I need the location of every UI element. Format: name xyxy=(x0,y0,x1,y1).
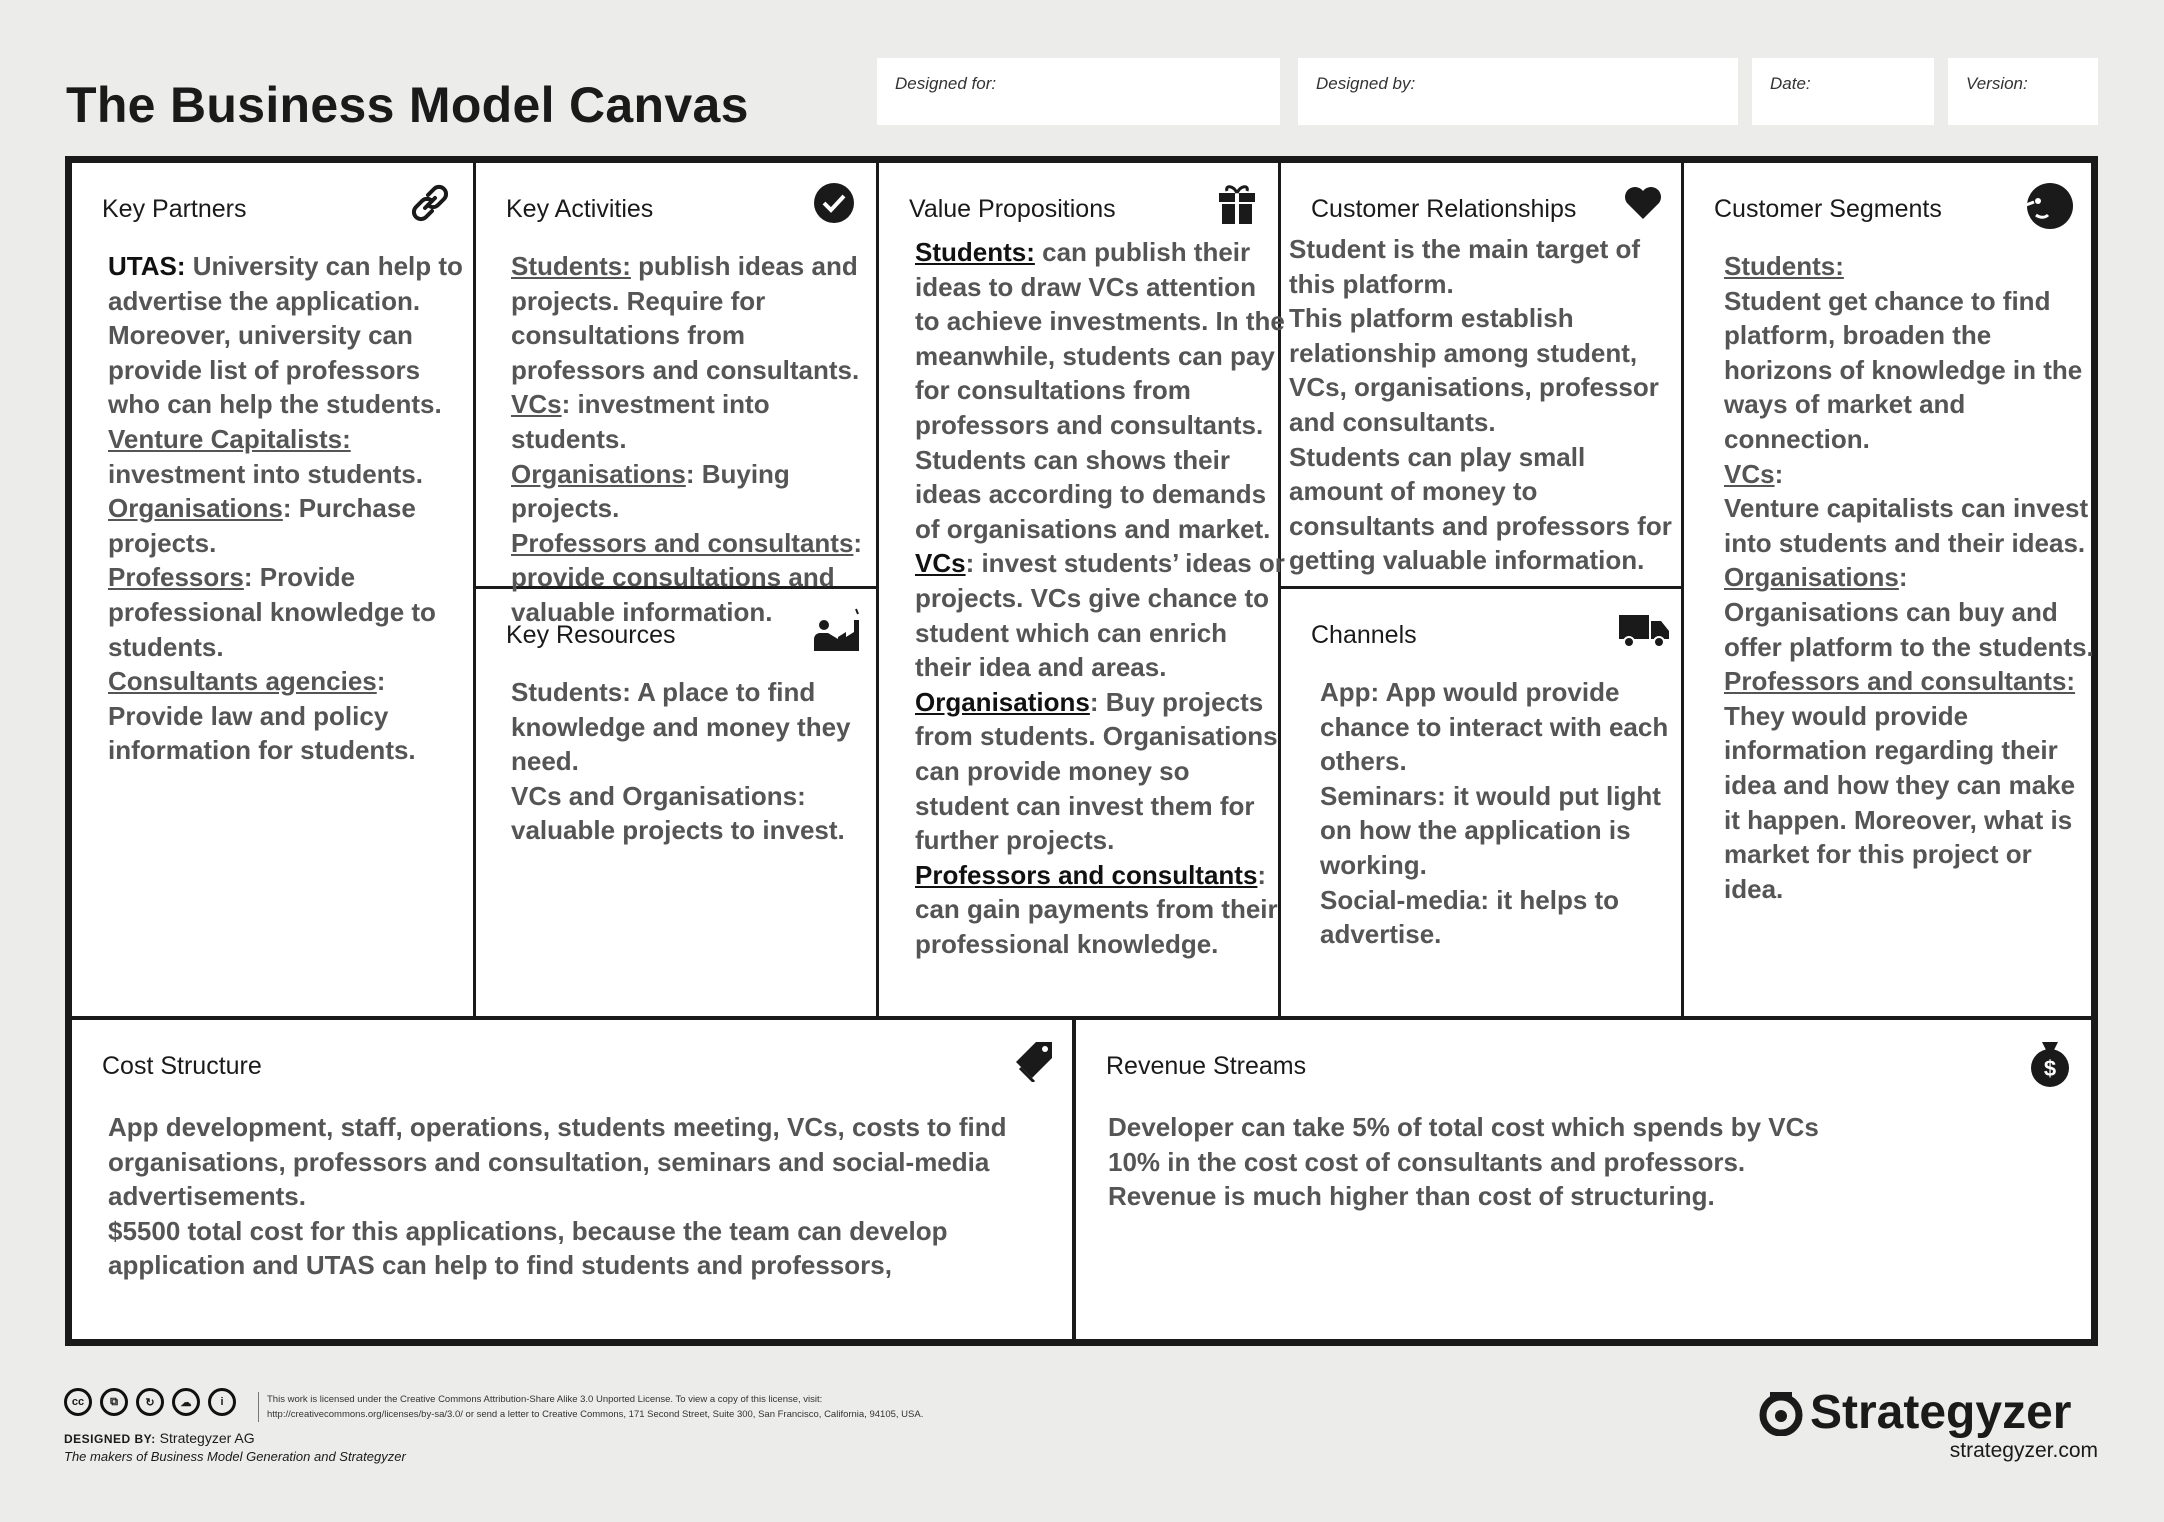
content-text: : xyxy=(1774,458,1784,489)
content-label: Professors xyxy=(108,562,244,593)
designed-for-label: Designed for: xyxy=(895,74,997,93)
content-label: VCs xyxy=(915,548,966,579)
revenue-streams-title: Revenue Streams xyxy=(1106,1052,1307,1080)
key-partners-content[interactable] xyxy=(108,249,478,768)
content-label: Students: xyxy=(511,251,631,281)
content-paragraph xyxy=(1724,491,2094,560)
remix-icon: ↻ xyxy=(136,1388,164,1416)
content-text: 10% in the cost cost of consultants and professors. xyxy=(1108,1146,1746,1177)
content-label: Students: xyxy=(915,237,1035,267)
license-line: This work is licensed under the Creative Commons Attribution-Share Alike 3.0 Unported License. To view a copy of this license, visit: xyxy=(267,1394,823,1405)
revenue-streams-block xyxy=(1076,1020,2091,1339)
content-paragraph xyxy=(915,858,1287,962)
content-text: Social-media: it helps to advertise. xyxy=(1320,884,1620,950)
heart-icon xyxy=(1621,181,1665,225)
content-paragraph xyxy=(1108,1145,2068,1180)
strategyzer-logo xyxy=(1756,1385,2071,1440)
content-paragraph xyxy=(108,1110,1068,1214)
customer-segments-content[interactable] xyxy=(1724,249,2094,906)
customer-relationships-title: Customer Relationships xyxy=(1311,195,1577,223)
svg-text:$: $ xyxy=(2043,1056,2057,1081)
content-text: : Provide professional knowledge to students. xyxy=(108,562,436,662)
content-label: UTAS: xyxy=(108,251,186,281)
content-paragraph xyxy=(1289,232,1681,301)
content-paragraph xyxy=(1724,699,2094,907)
designed-by-label: DESIGNED BY: xyxy=(64,1432,156,1446)
creative-commons-icons xyxy=(64,1388,236,1416)
content-paragraph xyxy=(1320,779,1690,883)
date-label: Date: xyxy=(1770,74,1811,93)
content-paragraph xyxy=(915,546,1287,684)
customer-relationships-block xyxy=(1281,163,1684,589)
channels-content[interactable] xyxy=(1320,675,1690,952)
license-text xyxy=(258,1392,923,1422)
content-paragraph xyxy=(915,685,1287,858)
revenue-streams-content[interactable] xyxy=(1108,1110,2068,1214)
content-label: Venture Capitalists: xyxy=(108,423,351,454)
content-text: This platform establish relationship among student, VCs, organisations, professor and consultants. xyxy=(1289,303,1659,437)
strategyzer-logo-icon xyxy=(1756,1390,1806,1436)
license-link[interactable]: http://creativecommons.org/licenses/by-sa/3.0/ or send a letter to Creative Commons, 171 Second Street, Suite 300, San Francisco, California, 94105, USA. xyxy=(267,1409,924,1420)
content-label: VCs xyxy=(511,389,562,420)
content-text: : can gain payments from their professional knowledge. xyxy=(915,859,1278,959)
content-label: Professors and consultants: xyxy=(1724,666,2076,697)
value-propositions-block xyxy=(879,163,1285,1020)
key-activities-block xyxy=(476,163,879,627)
content-paragraph xyxy=(1724,664,2094,699)
key-activities-content[interactable] xyxy=(511,249,881,630)
content-paragraph xyxy=(108,249,478,422)
key-partners-title: Key Partners xyxy=(102,195,247,223)
gift-icon xyxy=(1215,181,1259,225)
content-paragraph xyxy=(511,457,881,526)
channels-title: Channels xyxy=(1311,621,1417,649)
key-activities-title: Key Activities xyxy=(506,195,654,223)
content-text: : Buying projects. xyxy=(511,458,790,524)
designed-by-field[interactable] xyxy=(1298,58,1738,125)
content-text: Organisations can buy and offer platform to the students. xyxy=(1724,596,2094,662)
content-label: Professors and consultants xyxy=(915,859,1258,890)
customer-relationships-content[interactable] xyxy=(1289,232,1681,578)
content-paragraph xyxy=(1108,1179,2068,1214)
content-paragraph xyxy=(108,491,478,560)
content-paragraph xyxy=(108,422,478,491)
content-text: They would provide information regarding their idea and how they can make it happen. Moreover, what is market for this project or idea. xyxy=(1724,700,2076,904)
content-label: Students: xyxy=(1724,251,1844,281)
content-paragraph xyxy=(1320,675,1690,779)
content-text: can publish their ideas to draw VCs attention to achieve investments. In the meanwhile, students can pay for consultations from professors and consultants. Students can shows their ideas according to demands of organisations and market. xyxy=(915,237,1285,544)
content-paragraph xyxy=(1724,560,2094,595)
page-title: The Business Model Canvas xyxy=(66,77,749,133)
designed-by-label: Designed by: xyxy=(1316,74,1416,93)
content-paragraph xyxy=(915,235,1287,546)
customer-segments-block xyxy=(1684,163,2094,1020)
makers-text: The makers of Business Model Generation and Strategyzer xyxy=(64,1449,406,1464)
content-paragraph xyxy=(1320,883,1690,952)
content-text: : Provide law and policy information for students. xyxy=(108,666,416,766)
attribution-icon: i xyxy=(208,1388,236,1416)
content-text: Student is the main target of this platform. xyxy=(1289,234,1641,299)
content-text: : investment into students. xyxy=(511,389,770,454)
content-text: : provide consultations and valuable information. xyxy=(511,527,863,627)
content-text: $5500 total cost for this applications, because the team can develop application and UTAS can help to find students and professors, xyxy=(108,1215,948,1281)
cost-structure-title: Cost Structure xyxy=(102,1052,262,1080)
content-label: Organisations xyxy=(108,493,283,524)
content-label: Organisations xyxy=(1724,562,1899,593)
content-paragraph xyxy=(1724,457,2094,492)
date-field[interactable] xyxy=(1752,58,1934,125)
price-tag-icon xyxy=(1012,1038,1056,1082)
channels-block xyxy=(1281,589,1684,1020)
designed-by-value: Strategyzer AG xyxy=(155,1430,255,1446)
share-icon: ⧉ xyxy=(100,1388,128,1416)
key-resources-content[interactable] xyxy=(511,675,881,848)
truck-icon xyxy=(1617,607,1661,651)
smiley-face-icon xyxy=(2022,181,2066,225)
content-label: Consultants agencies xyxy=(108,666,377,697)
content-paragraph xyxy=(1108,1110,2068,1145)
content-text: Students: A place to find knowledge and money they need. xyxy=(511,677,851,777)
version-field[interactable] xyxy=(1948,58,2098,125)
content-text: Students can play small amount of money to consultants and professors for getting valuable information. xyxy=(1289,441,1672,576)
customer-segments-title: Customer Segments xyxy=(1714,195,1942,223)
content-text: : Buy projects from students. Organisations can provide money so student can invest them for further projects. xyxy=(915,686,1278,856)
designed-by xyxy=(64,1430,255,1446)
content-paragraph xyxy=(511,779,881,848)
content-paragraph xyxy=(108,664,478,768)
check-circle-icon xyxy=(812,181,856,225)
cc-icon: cc xyxy=(64,1388,92,1416)
content-paragraph xyxy=(511,249,881,387)
content-text: investment into students. xyxy=(108,458,423,489)
content-text: Seminars: it would put light on how the application is working. xyxy=(1320,780,1661,880)
cost-structure-block xyxy=(72,1020,1076,1339)
content-text: Revenue is much higher than cost of structuring. xyxy=(1108,1181,1715,1212)
content-text: : xyxy=(1898,562,1908,593)
content-paragraph xyxy=(1289,440,1681,578)
content-paragraph xyxy=(1724,595,2094,664)
content-paragraph xyxy=(511,387,881,456)
business-model-canvas xyxy=(65,156,2098,1346)
content-text: : invest students’ ideas or projects. VCs give chance to student which can enrich their idea and areas. xyxy=(915,548,1285,683)
content-text: App: App would provide chance to interact with each others. xyxy=(1320,677,1669,777)
content-label: VCs xyxy=(1724,458,1775,489)
content-label: Organisations xyxy=(915,686,1090,717)
version-label: Version: xyxy=(1966,74,2028,93)
content-paragraph xyxy=(511,675,881,779)
cost-structure-content[interactable] xyxy=(108,1110,1068,1283)
content-paragraph xyxy=(1289,301,1681,439)
designed-for-field[interactable] xyxy=(877,58,1280,125)
factory-worker-icon xyxy=(812,607,856,651)
content-label: Organisations xyxy=(511,458,686,489)
content-text: Student get chance to find platform, broaden the horizons of knowledge in the ways of market and connection. xyxy=(1724,285,2083,454)
content-paragraph xyxy=(108,560,478,664)
key-resources-title: Key Resources xyxy=(506,621,676,649)
content-paragraph xyxy=(1724,284,2094,457)
content-paragraph xyxy=(1724,249,2094,284)
noncommercial-icon: ☁ xyxy=(172,1388,200,1416)
website-link[interactable]: strategyzer.com xyxy=(1949,1439,2098,1462)
key-resources-block xyxy=(476,589,879,1020)
money-bag-icon xyxy=(2028,1038,2072,1082)
content-text: : Purchase projects. xyxy=(108,493,416,558)
content-text: University can help to advertise the application. Moreover, university can provide list of professors who can help the students. xyxy=(108,251,463,420)
logo-text: Strategyzer xyxy=(1810,1386,2072,1439)
content-text: VCs and Organisations: valuable projects to invest. xyxy=(511,780,845,846)
content-paragraph xyxy=(108,1214,1068,1283)
content-text: Venture capitalists can invest into students and their ideas. xyxy=(1724,493,2089,558)
key-partners-block xyxy=(72,163,476,1020)
content-label: Professors and consultants xyxy=(511,527,854,558)
content-text: App development, staff, operations, students meeting, VCs, costs to find organisations, professors and consultation, seminars and social-media advertisements. xyxy=(108,1112,1007,1212)
link-icon xyxy=(408,181,452,225)
content-text: Developer can take 5% of total cost which spends by VCs xyxy=(1108,1112,1819,1142)
content-text: publish ideas and projects. Require for consultations from professors and consultants. xyxy=(511,251,860,385)
value-propositions-title: Value Propositions xyxy=(909,195,1116,223)
value-propositions-content[interactable] xyxy=(915,235,1287,961)
